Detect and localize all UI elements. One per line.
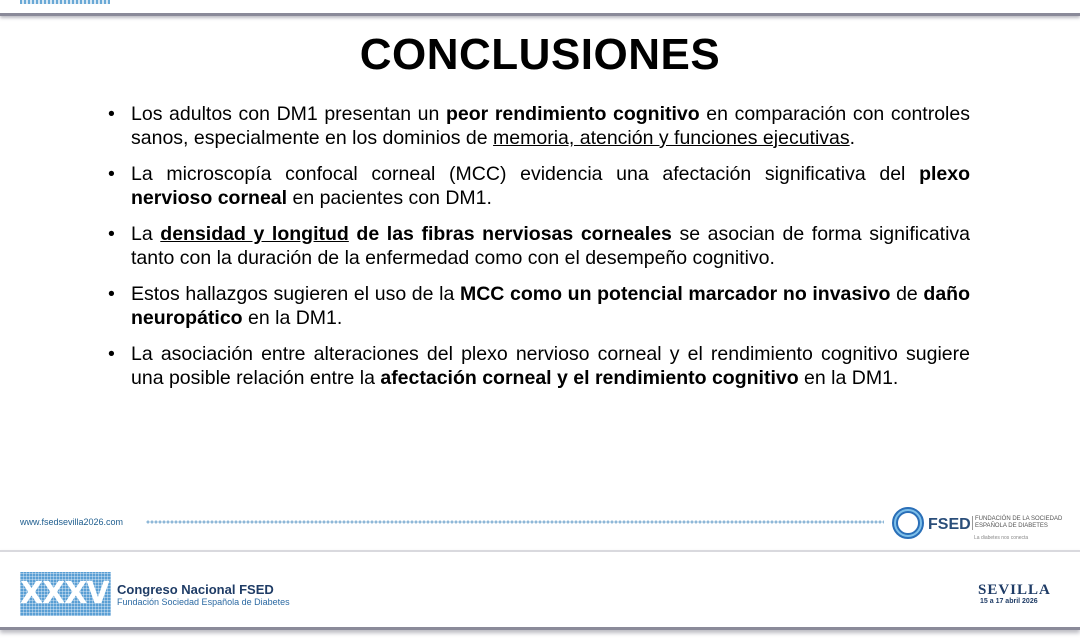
conclusion-text-run: La microscopía confocal corneal (MCC) evidencia una afectación significativa del bbox=[131, 163, 920, 185]
conclusion-item bbox=[108, 162, 970, 210]
congress-number-logo: XXXVII bbox=[20, 572, 111, 616]
fsed-tagline: La diabetes nos conecta bbox=[974, 535, 1029, 541]
fsed-full-name: FUNDACIÓN DE LA SOCIEDAD ESPAÑOLA DE DIABETES bbox=[972, 516, 1065, 530]
website-link[interactable]: www.fsedsevilla2026.com bbox=[20, 517, 124, 527]
conclusion-text-run: memoria, atención y funciones ejecutivas bbox=[493, 127, 850, 149]
conclusion-text-run: plexo nervioso corneal bbox=[131, 163, 970, 209]
conclusion-text-run: de bbox=[890, 283, 924, 305]
top-banner bbox=[0, 0, 1080, 16]
conclusion-item bbox=[108, 282, 970, 330]
city-name: SEVILLA bbox=[978, 582, 1051, 598]
fsed-ring-icon bbox=[888, 505, 928, 541]
conclusion-text-run: en pacientes con DM1. bbox=[287, 187, 492, 209]
congress-footer bbox=[0, 550, 1080, 630]
slide-title: CONCLUSIONES bbox=[359, 30, 721, 79]
conclusion-text-run: peor rendimiento cognitivo bbox=[445, 103, 700, 125]
conclusion-text-run: Estos hallazgos sugieren el uso de la bbox=[131, 283, 460, 305]
conclusion-text-run: en la DM1. bbox=[798, 367, 899, 389]
conclusion-text-run: afectación corneal y el rendimiento cognitivo bbox=[380, 367, 799, 389]
conclusion-text-run: . bbox=[849, 127, 856, 149]
conclusion-text-run: en comparación con controles sanos, especialmente en los dominios de bbox=[131, 103, 970, 149]
conclusion-text-run: daño neuropático bbox=[131, 283, 970, 329]
footer-strip bbox=[0, 510, 1080, 550]
congress-organization: Fundación Sociedad Española de Diabetes bbox=[117, 597, 290, 607]
conclusion-text-run: La bbox=[131, 223, 161, 245]
bullet-dot: • bbox=[108, 223, 115, 245]
bullet-dot: • bbox=[108, 103, 115, 125]
conclusion-text-run: MCC como un potencial marcador no invasivo bbox=[459, 283, 891, 305]
bullet-dot: • bbox=[108, 283, 115, 305]
conclusion-text-run: Los adultos con DM1 presentan un bbox=[131, 103, 446, 125]
conclusion-item bbox=[108, 342, 970, 390]
conclusion-item bbox=[108, 222, 970, 270]
bullet-dot: • bbox=[108, 163, 115, 185]
conclusions-list bbox=[108, 102, 970, 402]
conclusion-text-run: en la DM1. bbox=[242, 307, 343, 329]
top-pattern-stub bbox=[20, 0, 110, 4]
fsed-abbreviation: FSED bbox=[928, 516, 971, 533]
conclusion-text-run: La asociación entre alteraciones del plexo nervioso corneal y el rendimiento cognitivo sugiere una posible relación entre la bbox=[131, 343, 970, 389]
conclusion-item bbox=[108, 102, 970, 150]
bullet-dot: • bbox=[108, 343, 115, 365]
event-dates: 15 a 17 abril 2026 bbox=[980, 598, 1038, 605]
conclusion-text-run: de las fibras nerviosas corneales bbox=[348, 223, 672, 245]
conclusion-text-run: densidad y longitud bbox=[160, 223, 349, 245]
dotted-divider bbox=[146, 520, 884, 525]
conclusion-text-run: se asocian de forma significativa tanto con la duración de la enfermedad como con el desempeño cognitivo. bbox=[131, 223, 971, 269]
congress-name: Congreso Nacional FSED bbox=[117, 582, 274, 597]
